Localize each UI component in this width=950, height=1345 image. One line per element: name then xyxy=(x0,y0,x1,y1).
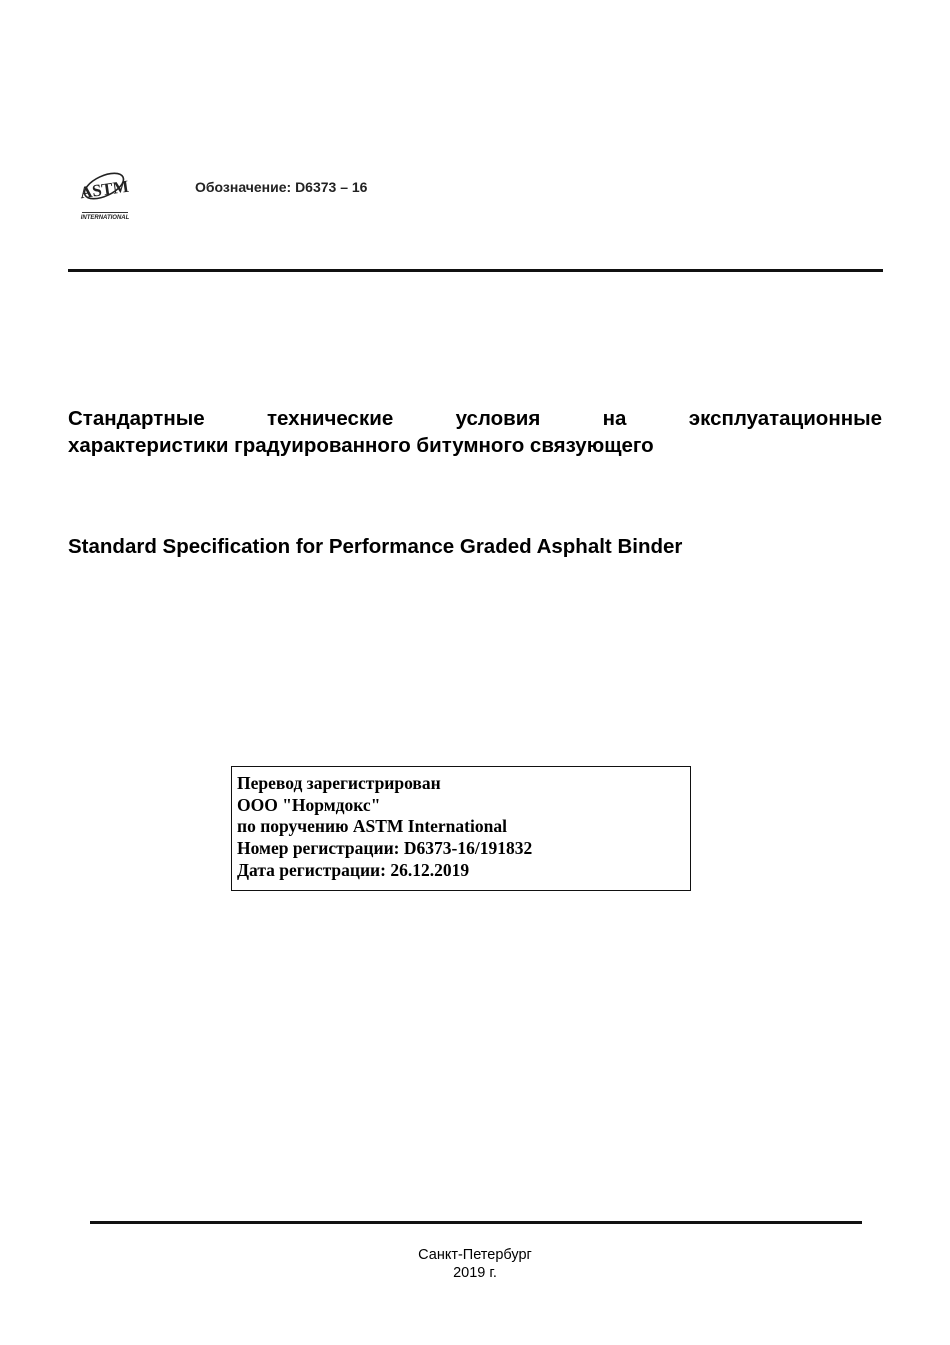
footer-city: Санкт-Петербург xyxy=(418,1247,532,1263)
registration-line: Дата регистрации: 26.12.2019 xyxy=(237,859,470,880)
registration-line: Номер регистрации: D6373-16/191832 xyxy=(237,838,533,859)
russian-title-line-1: Стандартные технические условия на эксплуатационные xyxy=(68,407,882,430)
top-divider xyxy=(68,269,883,272)
russian-title xyxy=(68,405,882,459)
svg-text:ASTM: ASTM xyxy=(80,176,130,203)
registration-line: Перевод зарегистрирован xyxy=(237,773,441,793)
registration-box xyxy=(231,766,691,891)
astm-logo-icon xyxy=(80,165,130,223)
registration-line: ООО "Нормдокс" xyxy=(237,794,381,815)
bottom-divider xyxy=(90,1221,862,1224)
designation-label: Обозначение: D6373 – 16 xyxy=(195,179,368,195)
registration-line: по поручению ASTM International xyxy=(237,816,507,837)
russian-title-line-2: характеристики градуированного битумного связующего xyxy=(68,434,654,457)
footer-year: 2019 г. xyxy=(453,1265,497,1281)
svg-text:INTERNATIONAL: INTERNATIONAL xyxy=(80,215,130,221)
english-title: Standard Specification for Performance Graded Asphalt Binder xyxy=(68,535,683,558)
